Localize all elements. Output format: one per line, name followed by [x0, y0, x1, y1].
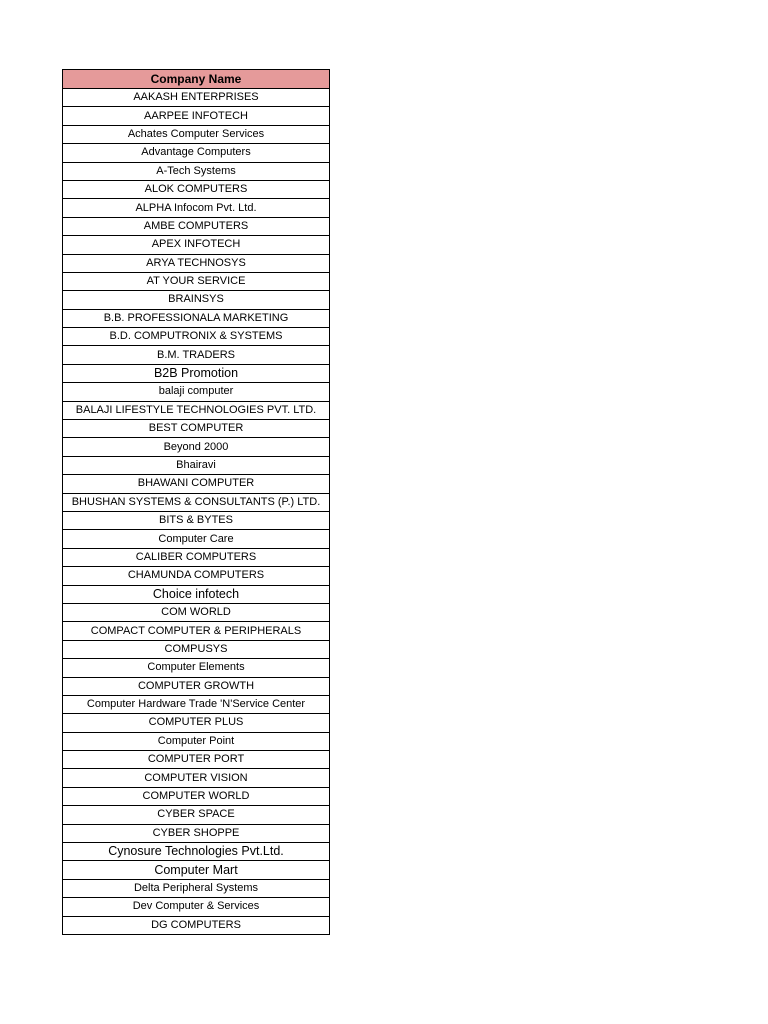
table-row	[63, 328, 330, 346]
table-row	[63, 125, 330, 143]
company-name-cell: BHUSHAN SYSTEMS & CONSULTANTS (P.) LTD.	[63, 493, 330, 511]
company-name-cell: COMPUTER WORLD	[63, 787, 330, 805]
company-name-cell: Computer Care	[63, 530, 330, 548]
table-row	[63, 180, 330, 198]
table-row	[63, 548, 330, 566]
table-row	[63, 236, 330, 254]
company-name-cell: BEST COMPUTER	[63, 420, 330, 438]
table-row	[63, 456, 330, 474]
table-row	[63, 438, 330, 456]
table-row	[63, 217, 330, 235]
table-row	[63, 843, 330, 861]
table-row	[63, 732, 330, 750]
company-table	[62, 69, 330, 935]
company-name-cell: Achates Computer Services	[63, 125, 330, 143]
company-name-cell: AT YOUR SERVICE	[63, 272, 330, 290]
table-row	[63, 714, 330, 732]
company-name-cell: Cynosure Technologies Pvt.Ltd.	[63, 843, 330, 861]
company-name-cell: COMPACT COMPUTER & PERIPHERALS	[63, 622, 330, 640]
table-row	[63, 677, 330, 695]
table-row	[63, 879, 330, 897]
table-row	[63, 493, 330, 511]
table-row	[63, 585, 330, 603]
company-name-cell: BITS & BYTES	[63, 511, 330, 529]
table-row	[63, 272, 330, 290]
company-name-cell: COMPUTER PLUS	[63, 714, 330, 732]
table-row	[63, 695, 330, 713]
company-name-cell: B.M. TRADERS	[63, 346, 330, 364]
company-name-cell: Computer Elements	[63, 659, 330, 677]
company-name-cell: Computer Point	[63, 732, 330, 750]
table-row	[63, 511, 330, 529]
table-row	[63, 659, 330, 677]
company-name-cell: Bhairavi	[63, 456, 330, 474]
table-row	[63, 898, 330, 916]
company-name-cell: Advantage Computers	[63, 144, 330, 162]
table-row	[63, 420, 330, 438]
company-name-cell: Beyond 2000	[63, 438, 330, 456]
company-name-cell: COM WORLD	[63, 603, 330, 621]
company-name-cell: ARYA TECHNOSYS	[63, 254, 330, 272]
company-name-cell: AMBE COMPUTERS	[63, 217, 330, 235]
company-name-cell: CHAMUNDA COMPUTERS	[63, 567, 330, 585]
company-name-cell: COMPUTER GROWTH	[63, 677, 330, 695]
table-row	[63, 751, 330, 769]
company-name-cell: COMPUSYS	[63, 640, 330, 658]
company-name-cell: APEX INFOTECH	[63, 236, 330, 254]
company-name-cell: AARPEE INFOTECH	[63, 107, 330, 125]
company-name-cell: CYBER SPACE	[63, 806, 330, 824]
company-name-cell: BALAJI LIFESTYLE TECHNOLOGIES PVT. LTD.	[63, 401, 330, 419]
company-name-cell: B2B Promotion	[63, 364, 330, 382]
company-rows	[63, 89, 330, 935]
company-name-cell: balaji computer	[63, 383, 330, 401]
table-row	[63, 107, 330, 125]
company-name-cell: Delta Peripheral Systems	[63, 879, 330, 897]
company-name-cell: Choice infotech	[63, 585, 330, 603]
column-header-company-name: Company Name	[63, 70, 330, 89]
table-row	[63, 144, 330, 162]
table-row	[63, 309, 330, 327]
table-row	[63, 199, 330, 217]
table-row	[63, 475, 330, 493]
table-row	[63, 787, 330, 805]
table-row	[63, 346, 330, 364]
company-name-cell: ALOK COMPUTERS	[63, 180, 330, 198]
table-row	[63, 291, 330, 309]
company-name-cell: B.D. COMPUTRONIX & SYSTEMS	[63, 328, 330, 346]
table-row	[63, 89, 330, 107]
table-row	[63, 824, 330, 842]
company-name-cell: BHAWANI COMPUTER	[63, 475, 330, 493]
table-row	[63, 364, 330, 382]
company-name-cell: Dev Computer & Services	[63, 898, 330, 916]
company-name-cell: CALIBER COMPUTERS	[63, 548, 330, 566]
table-row	[63, 530, 330, 548]
company-name-cell: CYBER SHOPPE	[63, 824, 330, 842]
company-name-cell: DG COMPUTERS	[63, 916, 330, 934]
table-row	[63, 603, 330, 621]
table-row	[63, 769, 330, 787]
company-name-cell: AAKASH ENTERPRISES	[63, 89, 330, 107]
table-row	[63, 622, 330, 640]
company-name-cell: ALPHA Infocom Pvt. Ltd.	[63, 199, 330, 217]
company-name-cell: COMPUTER PORT	[63, 751, 330, 769]
table-row	[63, 567, 330, 585]
company-name-cell: Computer Hardware Trade 'N'Service Center	[63, 695, 330, 713]
company-name-cell: COMPUTER VISION	[63, 769, 330, 787]
company-name-cell: A-Tech Systems	[63, 162, 330, 180]
table-row	[63, 640, 330, 658]
company-name-cell: BRAINSYS	[63, 291, 330, 309]
table-row	[63, 162, 330, 180]
table-row	[63, 861, 330, 879]
table-row	[63, 806, 330, 824]
company-name-cell: B.B. PROFESSIONALA MARKETING	[63, 309, 330, 327]
table-row	[63, 916, 330, 934]
header-row	[63, 70, 330, 89]
table-row	[63, 254, 330, 272]
table-row	[63, 383, 330, 401]
table-row	[63, 401, 330, 419]
company-name-cell: Computer Mart	[63, 861, 330, 879]
